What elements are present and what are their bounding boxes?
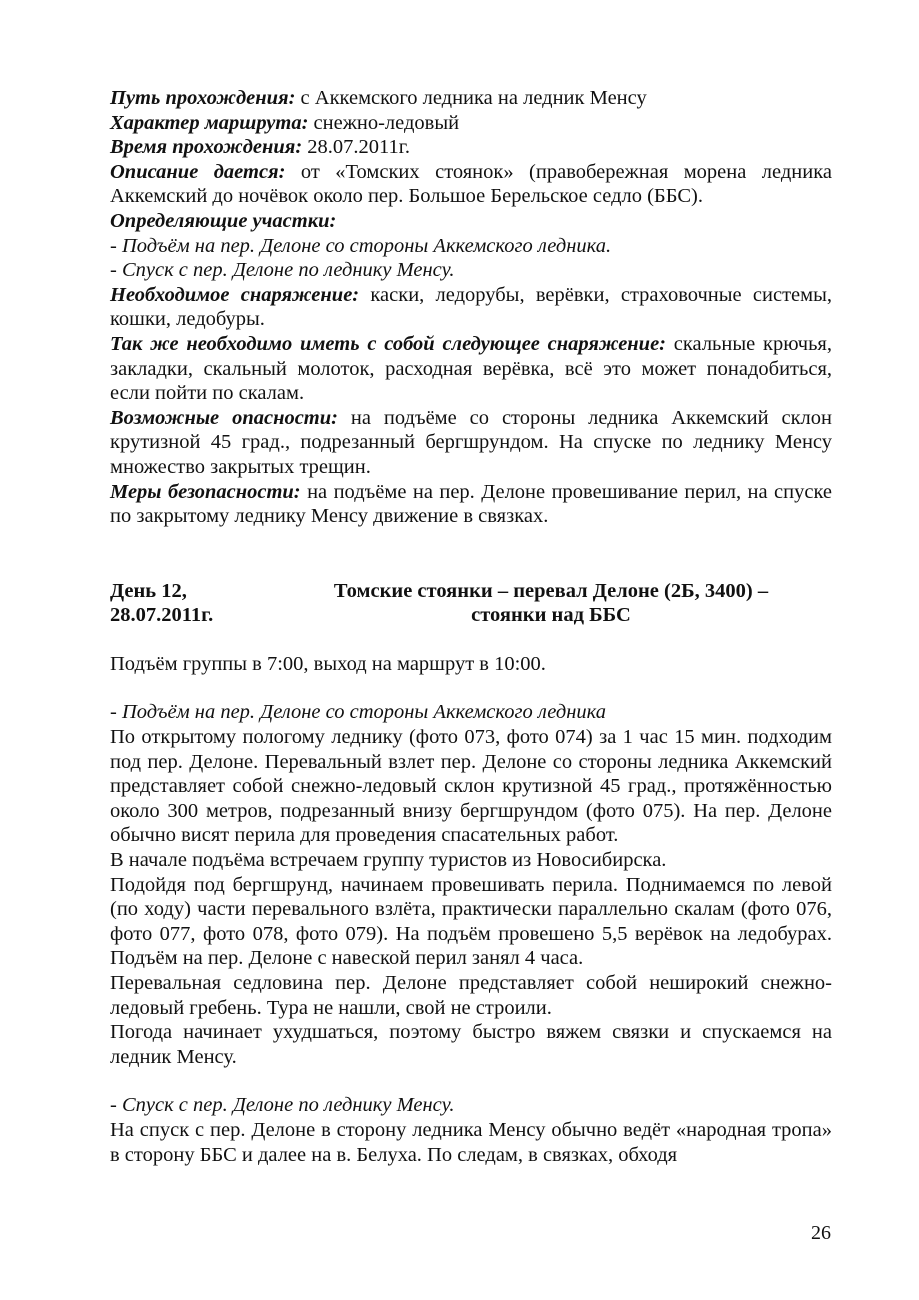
route-desc-value: от «Томских стоянок» (правобережная морена ледника Аккемский до ночёвок около пер. Большое Берельское седло (ББС). — [110, 160, 832, 208]
route-dangers — [110, 406, 832, 480]
route-equipment — [110, 283, 832, 332]
route-extra-label: Так же необходимо иметь с собой следующее снаряжение: — [110, 332, 667, 355]
route-danger-label: Возможные опасности: — [110, 406, 338, 429]
route-time-label: Время прохождения: — [110, 136, 303, 159]
day-start: Подъём группы в 7:00, выход на маршрут в 10:00. — [110, 652, 546, 675]
day-title-line-2: стоянки над ББС — [471, 604, 631, 627]
day-date: 28.07.2011г. — [110, 604, 214, 627]
day-title-line-1: Томские стоянки – перевал Делоне (2Б, 3400) – — [333, 579, 769, 602]
route-safety-value: на подъёме на пер. Делоне провешивание перил, на спуске по закрытому леднику Менсу движение в связках. — [110, 480, 832, 528]
route-equip-value: каски, ледорубы, верёвки, страховочные системы, кошки, ледобуры. — [110, 283, 832, 331]
document-page — [110, 86, 832, 1167]
ascent-paragraph-1: По открытому пологому леднику (фото 073, фото 074) за 1 час 15 мин. подходим под пер. Делоне. Перевальный взлет пер. Делоне со стороны ледника Аккемский представляет собой снежно-ледовый склон крутизной 45 град., протяжённостью около 300 метров, подрезанный внизу бергшрундом (фото 075). На пер. Делоне обычно висят перила для проведения спасательных работ. — [110, 726, 832, 847]
descent-paragraph-1: На спуск с пер. Делоне в сторону ледника Менсу обычно ведёт «народная тропа» в сторону ББС и далее на в. Белуха. По следам, в связках, обходя — [110, 1118, 832, 1166]
route-danger-value: на подъёме со стороны ледника Аккемский склон крутизной 45 град., подрезанный бергшрундом. На спуске по леднику Менсу множество закрытых трещин. — [110, 406, 832, 478]
route-path-label: Путь прохождения: — [110, 87, 296, 109]
route-path — [110, 86, 832, 111]
route-type-label: Характер маршрута: — [110, 111, 309, 134]
day-header-left — [110, 579, 310, 628]
day-header — [110, 579, 832, 628]
route-safety-label: Меры безопасности: — [110, 480, 301, 503]
day-header-title — [310, 579, 832, 628]
ascent-heading: - Подъём на пер. Делоне со стороны Аккемского ледника — [110, 701, 606, 724]
route-time — [110, 135, 832, 160]
route-sections-label: Определяющие участки: — [110, 209, 337, 232]
day-label: День 12, — [110, 579, 187, 602]
ascent-paragraph-5: Погода начинает ухудшаться, поэтому быстро вяжем связки и спускаемся на ледник Менсу. — [110, 1021, 832, 1068]
descent-heading: - Спуск с пер. Делоне по леднику Менсу. — [110, 1094, 455, 1117]
route-description — [110, 160, 832, 209]
route-sections — [110, 209, 832, 234]
route-safety — [110, 480, 832, 529]
page-number: 26 — [811, 1222, 831, 1244]
route-extra-value: скальные крючья, закладки, скальный молоток, расходная верёвка, всё это может понадобиться, если пойти по скалам. — [110, 332, 832, 405]
route-section-1: - Подъём на пер. Делоне со стороны Аккемского ледника. — [110, 234, 612, 257]
route-desc-label: Описание дается: — [110, 160, 286, 183]
route-type-value: снежно-ледовый — [308, 111, 460, 134]
route-section-2: - Спуск с пер. Делоне по леднику Менсу. — [110, 259, 455, 282]
route-path-value: с Аккемского ледника на ледник Менсу — [295, 87, 647, 109]
ascent-paragraph-4: Перевальная седловина пер. Делоне представляет собой неширокий снежно-ледовый гребень. Тура не нашли, свой не строили. — [110, 972, 832, 1019]
route-equip-label: Необходимое снаряжение: — [110, 283, 360, 306]
route-time-value: 28.07.2011г. — [302, 136, 411, 159]
route-extra-equipment — [110, 332, 832, 406]
ascent-paragraph-2: В начале подъёма встречаем группу туристов из Новосибирска. — [110, 849, 667, 872]
ascent-paragraph-3: Подойдя под бергшрунд, начинаем провешивать перила. Поднимаемся по левой (по ходу) части перевального взлёта, практически параллельно скалам (фото 076, фото 077, фото 078, фото 079). На подъём провешено 5,5 верёвок на ледобурах. Подъём на пер. Делоне с навеской перил занял 4 часа. — [110, 873, 832, 970]
route-type — [110, 111, 832, 136]
